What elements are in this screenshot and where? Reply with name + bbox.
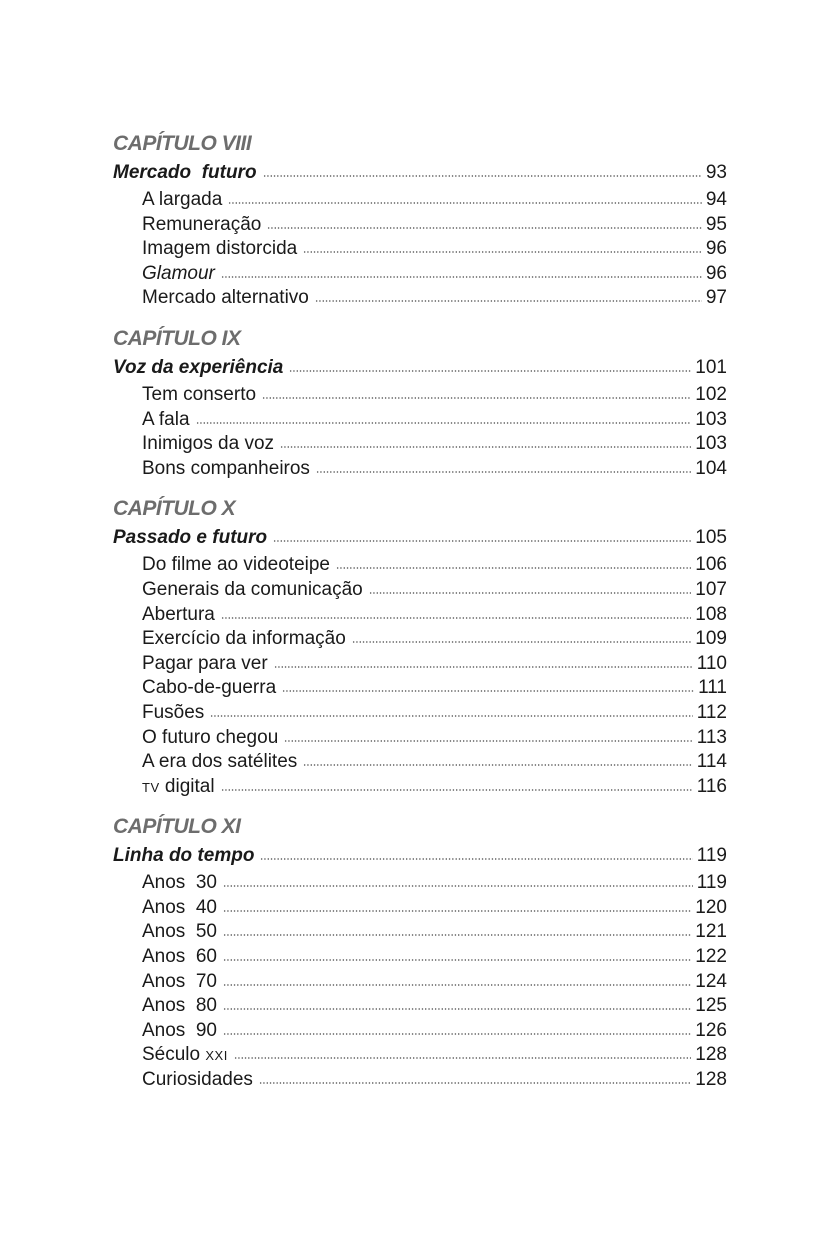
entry-title <box>142 262 215 287</box>
dot-leader <box>223 959 691 961</box>
dot-leader <box>223 934 691 936</box>
entry-title: Imagem distorcida <box>142 238 298 260</box>
toc-entry <box>113 262 727 287</box>
page-number: 105 <box>695 527 727 549</box>
page-number: 97 <box>705 287 727 309</box>
entry-title: Bons companheiros <box>142 457 310 479</box>
page-number: 113 <box>696 726 727 748</box>
toc-entry <box>113 1068 727 1093</box>
page-number: 122 <box>695 946 727 968</box>
dot-leader <box>274 666 693 668</box>
dot-leader <box>260 858 692 860</box>
toc-entry-main <box>113 158 727 188</box>
dot-leader <box>267 227 702 229</box>
page-number: 125 <box>695 995 727 1017</box>
dot-leader <box>289 370 691 372</box>
dot-leader <box>223 1033 691 1035</box>
dot-leader <box>223 885 693 887</box>
toc-entry <box>113 1019 727 1044</box>
page-number: 107 <box>695 578 727 600</box>
toc-entry <box>113 408 727 433</box>
page-number: 114 <box>696 751 727 773</box>
page-number: 96 <box>705 262 727 284</box>
dot-leader <box>221 617 691 619</box>
chapter-section <box>113 325 727 481</box>
toc-entry <box>113 970 727 995</box>
dot-leader <box>210 715 692 717</box>
dot-leader <box>282 690 694 692</box>
page-number: 110 <box>696 652 727 674</box>
page-number: 93 <box>705 162 727 183</box>
chapter-heading: CAPÍTULO VIII <box>113 132 252 155</box>
toc-entry <box>113 457 727 482</box>
dot-leader <box>273 540 691 542</box>
entry-title: Anos 30 <box>142 872 217 894</box>
toc-entry <box>113 383 727 408</box>
entry-title: A era dos satélites <box>142 751 298 773</box>
dot-leader <box>223 910 691 912</box>
page-number: 101 <box>695 356 727 378</box>
entry-title: Anos 60 <box>142 946 217 968</box>
toc-entry <box>113 775 727 800</box>
toc-entry <box>113 188 727 213</box>
toc-entry <box>113 1043 727 1068</box>
dot-leader <box>221 789 693 791</box>
toc-entry-main <box>113 841 727 871</box>
entry-title: Anos 40 <box>142 896 217 918</box>
entry-title: Cabo-de-guerra <box>142 677 277 699</box>
dot-leader <box>262 397 691 399</box>
dot-leader <box>316 471 691 473</box>
page-number: 108 <box>695 603 727 625</box>
toc-entry <box>113 432 727 457</box>
entry-title: Anos 70 <box>142 970 217 992</box>
page-number: 103 <box>695 408 727 430</box>
page-number: 95 <box>705 213 727 235</box>
page-number: 111 <box>698 677 727 699</box>
chapter-section <box>113 495 727 799</box>
toc-entry <box>113 871 727 896</box>
chapter-heading: CAPÍTULO IX <box>113 326 241 350</box>
page-number: 128 <box>695 1044 727 1066</box>
entry-title: Linha do tempo <box>113 845 255 867</box>
dot-leader <box>234 1057 691 1059</box>
page-number: 109 <box>695 628 727 650</box>
entry-title-smallcaps: XXI <box>205 1048 228 1064</box>
toc-entry <box>113 726 727 751</box>
toc-entry <box>113 896 727 921</box>
entry-title <box>142 775 215 801</box>
entry-title-rest: digital <box>159 775 215 797</box>
chapter-heading: CAPÍTULO X <box>113 497 236 521</box>
toc-entry <box>113 652 727 677</box>
page-number: 103 <box>695 433 727 455</box>
entry-title: Mercado futuro <box>113 162 257 183</box>
entry-title: A largada <box>142 189 223 210</box>
page-number: 121 <box>695 921 727 943</box>
entry-title: Anos 90 <box>142 1019 217 1041</box>
entry-title: Inimigos da voz <box>142 433 275 455</box>
entry-title: A fala <box>142 408 190 430</box>
entry-title: Curiosidades <box>142 1069 253 1091</box>
dot-leader <box>284 740 692 742</box>
toc-entry <box>113 945 727 970</box>
page-number: 94 <box>705 189 727 210</box>
page-number: 128 <box>695 1069 727 1091</box>
dot-leader <box>280 446 691 448</box>
entry-title: Exercício da informação <box>142 628 346 650</box>
dot-leader <box>369 592 692 594</box>
page-number: 102 <box>695 383 727 405</box>
entry-title: O futuro chegou <box>142 726 279 748</box>
toc-entry-main <box>113 523 727 553</box>
toc-entry <box>113 603 727 628</box>
page-number: 120 <box>695 896 727 918</box>
entry-title <box>142 1043 228 1069</box>
toc-entry <box>113 237 727 262</box>
page-number: 119 <box>696 845 727 867</box>
toc-entry <box>113 701 727 726</box>
dot-leader <box>221 276 702 278</box>
entry-title: Voz da experiência <box>113 356 284 378</box>
entry-title: Anos 50 <box>142 921 217 943</box>
page-number: 126 <box>695 1019 727 1041</box>
toc-entry <box>113 994 727 1019</box>
toc-entry <box>113 213 727 238</box>
page-number: 112 <box>696 701 727 723</box>
entry-title: Mercado alternativo <box>142 287 309 309</box>
page-number: 104 <box>695 457 727 479</box>
toc-entry <box>113 627 727 652</box>
toc-entry <box>113 553 727 578</box>
dot-leader <box>336 567 691 569</box>
entry-title: Passado e futuro <box>113 527 268 549</box>
entry-title: Abertura <box>142 603 215 625</box>
entry-title: Tem conserto <box>142 383 257 405</box>
page-number: 96 <box>705 238 727 260</box>
chapter-heading: CAPÍTULO XI <box>113 815 241 839</box>
dot-leader <box>228 202 702 204</box>
page-number: 116 <box>696 775 727 797</box>
chapter-section <box>113 813 727 1092</box>
toc-entry <box>113 676 727 701</box>
entry-title-italic: Glamour <box>142 262 215 284</box>
toc-entry <box>113 578 727 603</box>
page-number: 124 <box>695 970 727 992</box>
toc-entry <box>113 286 727 311</box>
dot-leader <box>303 251 702 253</box>
entry-title-smallcaps: TV <box>142 779 160 795</box>
dot-leader <box>263 175 702 177</box>
toc-entry <box>113 750 727 775</box>
entry-title: Generais da comunicação <box>142 578 363 600</box>
dot-leader <box>196 422 692 424</box>
toc-entry <box>113 920 727 945</box>
toc-entry-main <box>113 353 727 383</box>
entry-title: Fusões <box>142 701 205 723</box>
entry-title: Pagar para ver <box>142 652 268 674</box>
entry-title: Remuneração <box>142 213 262 235</box>
page-number: 106 <box>695 554 727 576</box>
dot-leader <box>303 764 692 766</box>
dot-leader <box>352 641 691 643</box>
entry-title-rest: Século <box>142 1044 206 1066</box>
chapter-section <box>113 130 727 311</box>
entry-title: Anos 80 <box>142 995 217 1017</box>
dot-leader <box>259 1082 691 1084</box>
entry-title: Do filme ao videoteipe <box>142 554 330 576</box>
dot-leader <box>223 984 691 986</box>
table-of-contents <box>113 130 727 1093</box>
dot-leader <box>223 1008 691 1010</box>
dot-leader <box>315 300 702 302</box>
page-number: 119 <box>696 872 727 894</box>
